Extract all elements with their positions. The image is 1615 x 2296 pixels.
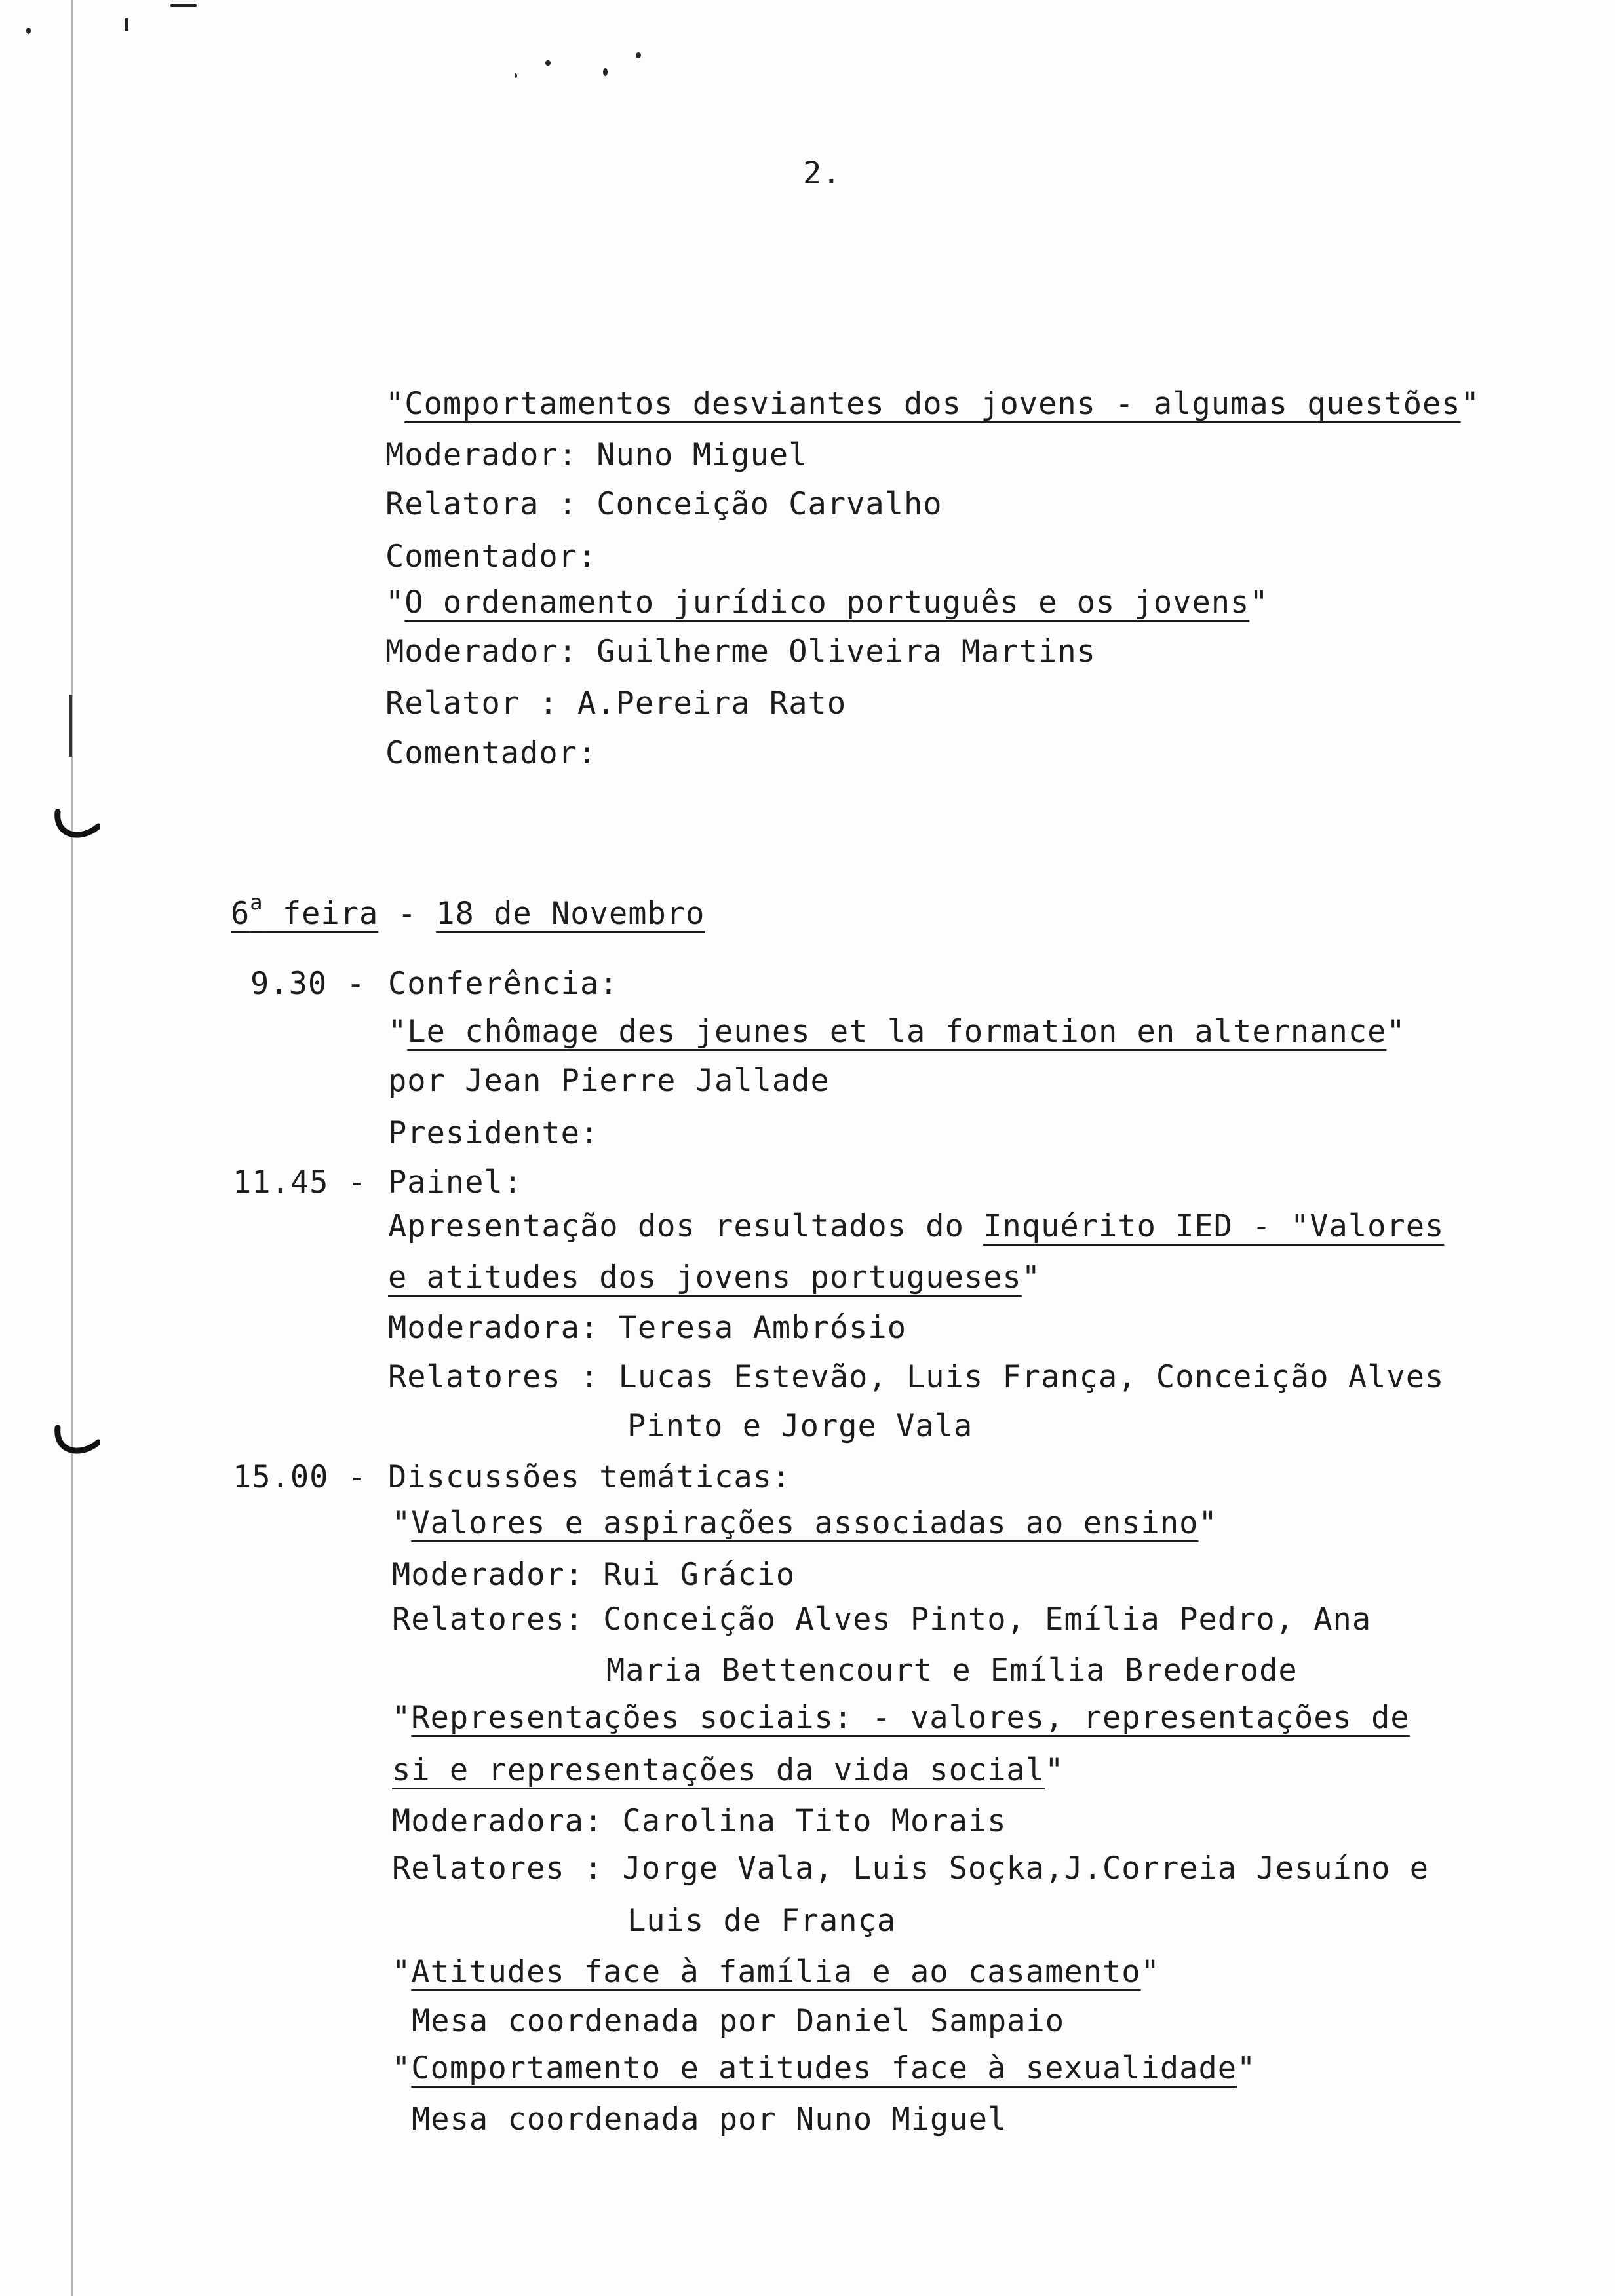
session-time: 9.30 - (250, 966, 385, 1002)
rapporteurs-line-continued: Pinto e Jorge Vala (627, 1408, 973, 1444)
moderator-line: Moderadora: Carolina Tito Morais (392, 1803, 1007, 1839)
session-title: Apresentação dos resultados do Inquérito IED - "Valores (388, 1208, 1445, 1244)
session-time: 11.45 - (233, 1164, 387, 1200)
page-number: 2. (803, 155, 842, 191)
rapporteurs-line: Relatores: Conceição Alves Pinto, Emília Pedro, Ana (392, 1601, 1372, 1637)
moderator-line: Moderadora: Teresa Ambrósio (388, 1310, 907, 1346)
scan-speck (170, 4, 197, 7)
margin-rule-mark (69, 695, 72, 757)
rapporteurs-line-continued: Maria Bettencourt e Emília Brederode (606, 1653, 1298, 1689)
commentator-line: Comentador: (385, 539, 597, 575)
day-heading: 6$^a$ feira - 18 de Novembro (231, 890, 705, 932)
speaker-line: por Jean Pierre Jallade (388, 1063, 830, 1099)
discussion-title-1: "Valores e aspirações associadas ao ensino" (392, 1505, 1218, 1541)
discussion-title-2: "Representações sociais: - valores, representações de (392, 1700, 1410, 1736)
session-title: "Le chômage des jeunes et la formation en alternance" (388, 1014, 1406, 1050)
rapporteurs-line: Relatores : Jorge Vala, Luis Soçka,J.Correia Jesuíno e (392, 1850, 1430, 1886)
discussion-title-4: "Comportamento e atitudes face à sexualidade" (392, 2050, 1256, 2086)
session-title-continued: e atitudes dos jovens portugueses" (388, 1259, 1041, 1295)
scan-speck (26, 28, 31, 34)
punch-hole-mark-bottom (54, 1425, 100, 1461)
coordinator-line: Mesa coordenada por Nuno Miguel (412, 2101, 1007, 2137)
topic-title-1: "Comportamentos desviantes dos jovens - algumas questões" (385, 386, 1480, 422)
punch-hole-mark-top (54, 809, 100, 845)
rapporteurs-line: Relatores : Lucas Estevão, Luis França, Conceição Alves (388, 1359, 1445, 1395)
coordinator-line: Mesa coordenada por Daniel Sampaio (412, 2003, 1065, 2039)
margin-rule (71, 0, 73, 2296)
scan-speck (603, 68, 608, 76)
moderator-line: Moderador: Rui Grácio (392, 1557, 796, 1593)
scan-speck (125, 18, 128, 31)
session-heading: Conferência: (388, 966, 619, 1002)
scan-speck (636, 52, 641, 58)
rapporteurs-line-continued: Luis de França (627, 1903, 897, 1939)
scan-speck (515, 73, 517, 78)
session-heading: Discussões temáticas: (388, 1459, 792, 1495)
topic-title-2: "O ordenamento jurídico português e os jovens" (385, 584, 1269, 621)
session-time: 15.00 - (233, 1459, 387, 1495)
rapporteur-line: Relatora : Conceição Carvalho (385, 486, 943, 522)
moderator-line: Moderador: Nuno Miguel (385, 437, 808, 473)
discussion-title-2-continued: si e representações da vida social" (392, 1752, 1064, 1788)
rapporteur-line: Relator : A.Pereira Rato (385, 685, 847, 721)
discussion-title-3: "Atitudes face à família e ao casamento" (392, 1954, 1160, 1990)
moderator-line: Moderador: Guilherme Oliveira Martins (385, 634, 1096, 670)
commentator-line: Comentador: (385, 735, 597, 771)
president-line: Presidente: (388, 1115, 600, 1151)
scan-speck (545, 60, 551, 66)
session-heading: Painel: (388, 1164, 523, 1200)
